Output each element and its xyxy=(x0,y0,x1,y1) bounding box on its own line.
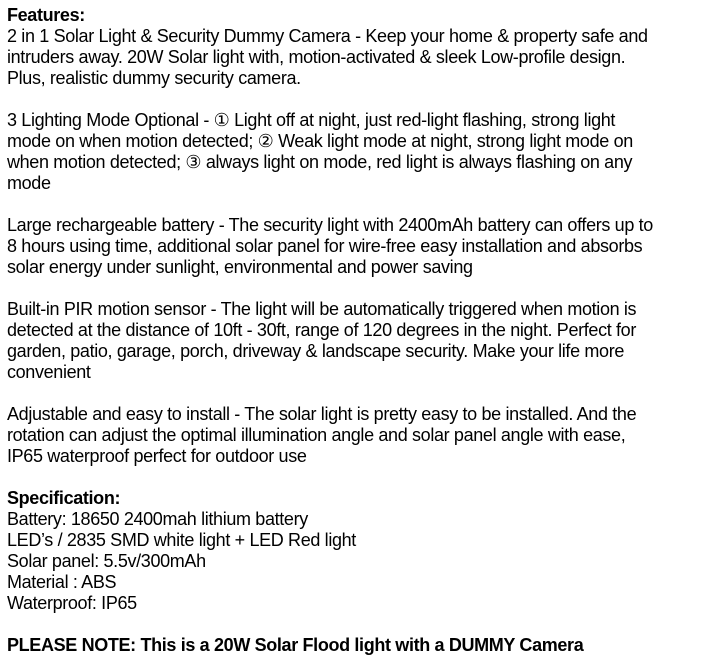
text-line: when motion detected; ③ always light on mode, red light is always flashing on any xyxy=(7,152,633,172)
spec-item: Solar panel: 5.5v/300mAh xyxy=(7,551,206,571)
text-line: detected at the distance of 10ft - 30ft, range of 120 degrees in the night. Perfect for xyxy=(7,320,636,340)
feature-paragraph-combo xyxy=(7,26,704,89)
text-line: garden, patio, garage, porch, driveway & landscape security. Make your life more xyxy=(7,341,624,361)
spec-item: Material : ABS xyxy=(7,572,117,592)
feature-paragraph-pir-sensor xyxy=(7,299,704,383)
text-line: rotation can adjust the optimal illumination angle and solar panel angle with ease, xyxy=(7,425,626,445)
features-heading: Features: xyxy=(7,5,85,25)
text-line: 2 in 1 Solar Light & Security Dummy Camera - Keep your home & property safe and xyxy=(7,26,648,46)
feature-paragraph-battery xyxy=(7,215,704,278)
text-line: IP65 waterproof perfect for outdoor use xyxy=(7,446,307,466)
text-line: Built-in PIR motion sensor - The light will be automatically triggered when motion is xyxy=(7,299,637,319)
feature-paragraph-lighting-modes xyxy=(7,110,704,194)
text-line: solar energy under sunlight, environmental and power saving xyxy=(7,257,473,277)
text-line: Plus, realistic dummy security camera. xyxy=(7,68,301,88)
specification-heading: Specification: xyxy=(7,488,121,508)
feature-paragraph-install xyxy=(7,404,704,467)
text-line: 3 Lighting Mode Optional - ① Light off at night, just red-light flashing, strong light xyxy=(7,110,616,130)
please-note: PLEASE NOTE: This is a 20W Solar Flood light with a DUMMY Camera xyxy=(7,635,584,655)
spec-item: Waterproof: IP65 xyxy=(7,593,137,613)
text-line: mode xyxy=(7,173,51,193)
text-line: Large rechargeable battery - The security light with 2400mAh battery can offers up to xyxy=(7,215,653,235)
text-line: Adjustable and easy to install - The solar light is pretty easy to be installed. And the xyxy=(7,404,637,424)
text-line: intruders away. 20W Solar light with, motion-activated & sleek Low-profile design. xyxy=(7,47,626,67)
text-line: mode on when motion detected; ② Weak light mode at night, strong light mode on xyxy=(7,131,633,151)
specification-list xyxy=(7,509,704,614)
spec-item: Battery: 18650 2400mah lithium battery xyxy=(7,509,308,529)
text-line: 8 hours using time, additional solar panel for wire-free easy installation and absorbs xyxy=(7,236,643,256)
spec-item: LED’s / 2835 SMD white light + LED Red light xyxy=(7,530,356,550)
text-line: convenient xyxy=(7,362,91,382)
